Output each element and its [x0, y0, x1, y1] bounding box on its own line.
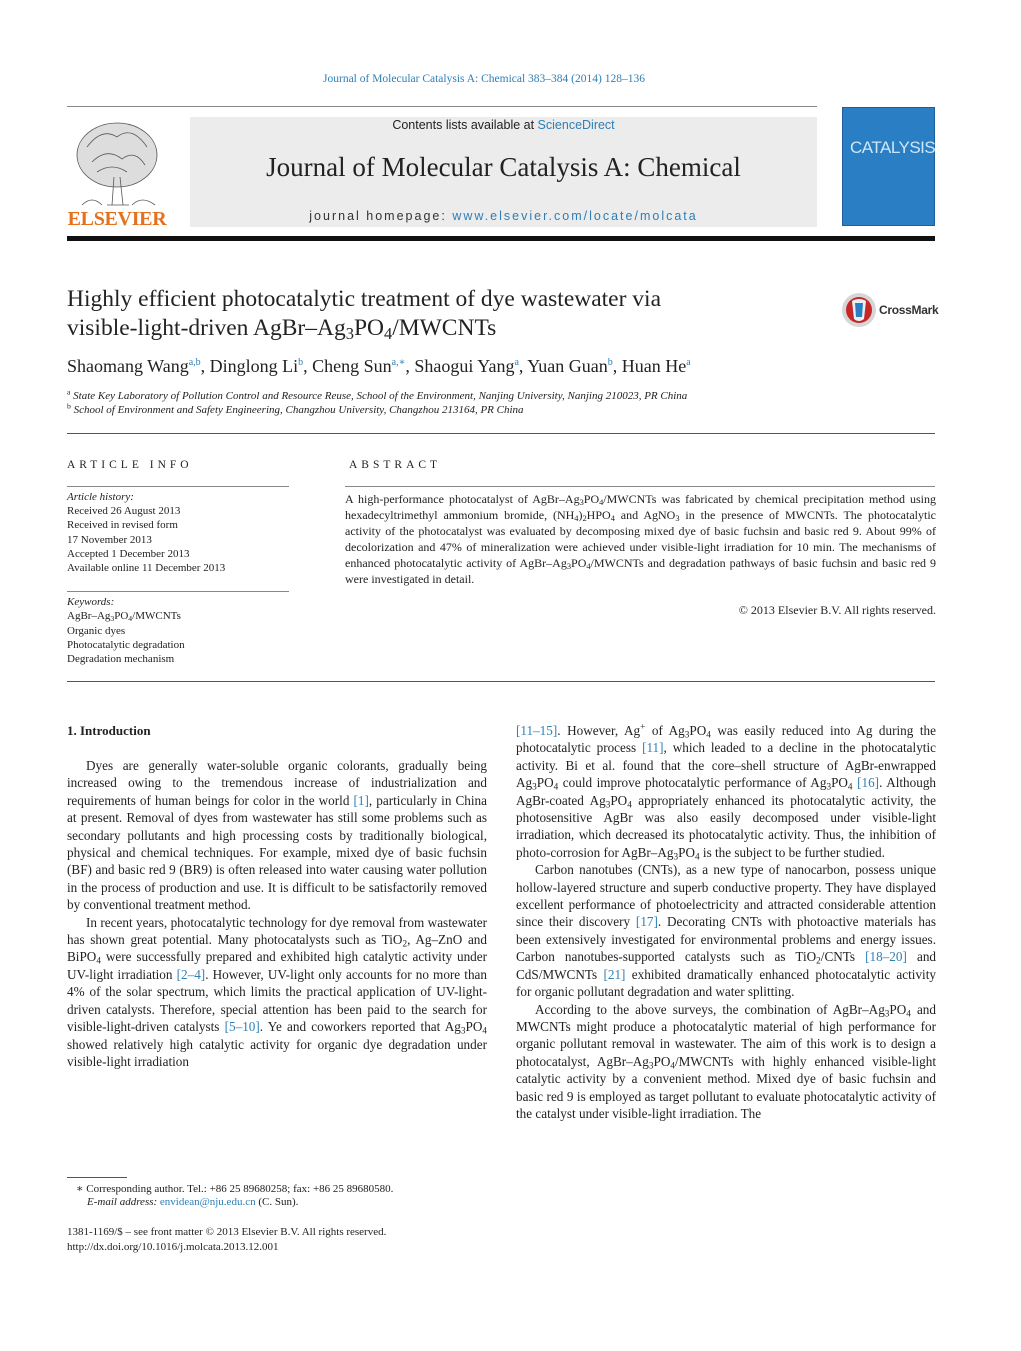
paragraph: Dyes are generally water-soluble organic colorants, gradually being increased owing to the tremendous increase of industrialization and requirements of human beings for color in the world [1], particularly in China at present. Removal of dyes from wastewater has still some problems such as secondary pollutants and high processing costs by traditionally biological, physical and chemical techniques. For example, mixed dye of basic fuchsin (BF) and basic red 9 (BR9) is often released into water causing water pollution in the process of production and use. It is difficult to be satisfactorily removed by conventional treatment method. [67, 758, 487, 913]
citation[interactable]: [11–15] [516, 723, 558, 738]
author-affiliation-mark[interactable]: b [607, 357, 613, 368]
title-line-2b: PO [353, 315, 384, 341]
cover-title: CATALYSIS [850, 138, 936, 157]
issn-line: 1381-1169/$ – see front matter © 2013 Elsevier B.V. All rights reserved. [67, 1226, 387, 1238]
abstract-heading: ABSTRACT [349, 459, 442, 471]
contents-prefix: Contents lists available at [392, 118, 538, 132]
title-line-2c: /MWCNTs [392, 315, 497, 341]
title-line-1: Highly efficient photocatalytic treatment of dye wastewater via [67, 286, 662, 312]
author-list: Shaomang Wang$^{a,b}$, Dinglong Li$^b$, Cheng Sun$^{a,∗}$, Shaogui Yang$^a$, Yuan Guan$^b$, Huan He$^a$ [67, 356, 691, 376]
article-title: Highly efficient photocatalytic treatment of dye wastewater via visible-light-driven AgBr–$Ag_3PO_4$/MWCNTs [67, 286, 662, 344]
paragraph: According to the above surveys, the combination of AgBr–$Ag_3PO_4$ and MWCNTs might produce a photocatalytic material of high performance for organic pollutant removal in wastewater. The aim of this work is to design a photocatalyst, AgBr–$Ag_3PO_4$/MWCNTs with highly enhanced visible-light catalytic activity by a convenient method. Mixed dye of basic fuchsin and basic red 9 is employed as target pollutant to evaluate photocatalytic activity of the catalyst under visible-light irradiation. The [516, 1001, 937, 1121]
author-name[interactable]: Yuan Guan [527, 356, 608, 376]
affiliation-b: $^b$ School of Environment and Safety Engineering, Changzhou University, Changzhou 213164, PR China [67, 401, 524, 416]
affiliation-b-text: School of Environment and Safety Engineering, Changzhou University, Changzhou 213164, PR China [73, 404, 524, 416]
author-affiliation-mark[interactable]: a,b [188, 357, 201, 368]
article-info-heading: ARTICLE INFO [67, 459, 193, 471]
email-suffix: (C. Sun). [255, 1196, 299, 1208]
author-affiliation-mark[interactable]: a,∗ [391, 357, 406, 368]
paragraph: [11–15]. However, Ag+ of $Ag_3PO_4$ was easily reduced into Ag during the photocatalytic process [11], which leaded to a decline in the photocatalytic activity. Bi et al. found that the core–shell structure of AgBr-enwrapped $Ag_3PO_4$ could improve photocatalytic performance of $Ag_3PO_4$ [16]. Although AgBr-coated $Ag_3PO_4$ appropriately enhanced its photocatalytic activity, the photosensitive AgBr was also easily decomposed under visible-light irradiation, which decreased its photocatalytic activity. Thus, the inhibition of photo-corrosion for AgBr–$Ag_3PO_4$ is the subject to be further studied. [516, 721, 937, 862]
title-line-2a: visible-light-driven AgBr–Ag [67, 315, 346, 341]
citation[interactable]: [5–10] [224, 1019, 260, 1035]
author-name[interactable]: Shaomang Wang [67, 356, 189, 376]
journal-reference[interactable]: Journal of Molecular Catalysis A: Chemical 383–384 (2014) 128–136 [323, 73, 645, 85]
sciencedirect-link[interactable]: ScienceDirect [537, 118, 615, 132]
header-thick-rule [67, 236, 935, 241]
rule-keywords [67, 591, 289, 592]
rule-affiliations [67, 433, 935, 434]
rule-body [67, 681, 935, 682]
email-link[interactable]: envidean@nju.edu.cn [159, 1196, 256, 1208]
publisher-name: ELSEVIER [67, 208, 167, 230]
email-label: E-mail address: [87, 1196, 160, 1208]
doi-link[interactable]: http://dx.doi.org/10.1016/j.molcata.2013.12.001 [67, 1241, 279, 1253]
citation[interactable]: [16] [857, 775, 880, 791]
footnote-rule [67, 1177, 127, 1178]
journal-title: Journal of Molecular Catalysis A: Chemical [266, 152, 741, 182]
author-affiliation-mark[interactable]: a [686, 357, 691, 368]
body-column-right [516, 722, 936, 1122]
paragraph: Carbon nanotubes (CNTs), as a new type of nanocarbon, possess unique hollow-layered structure and superb conductive property. They have displayed excellent performance of photoelectricity and attracted considerable attention since their discovery [17]. Decorating CNTs with photoactive materials has been extensively investigated for environmental problems and energy issues. Carbon nanotubes-supported catalysts such as TiO$_2$/CNTs [18–20] and CdS/MWCNTs [21] exhibited dramatically enhanced photocatalytic activity for organic pollutant degradation and water splitting. [516, 862, 937, 1000]
author-affiliation-mark[interactable]: b [298, 357, 304, 368]
body-column-left [67, 757, 487, 1070]
journal-cover-thumbnail[interactable] [842, 107, 935, 226]
homepage-prefix: journal homepage: [309, 209, 453, 223]
keyword-organic-dyes: Organic dyes [67, 625, 126, 637]
history-revised: Received in revised form [67, 519, 178, 531]
author-name[interactable]: Cheng Sun [312, 356, 392, 376]
author-name[interactable]: Shaogui Yang [414, 356, 515, 376]
keywords-label: Keywords: [67, 596, 115, 608]
rule-article-info [67, 486, 289, 487]
homepage-link[interactable]: www.elsevier.com/locate/molcata [452, 209, 698, 223]
history-label: Article history: [67, 491, 134, 503]
citation[interactable]: [11] [642, 740, 664, 756]
history-online: Available online 11 December 2013 [67, 562, 226, 574]
history-accepted: Accepted 1 December 2013 [67, 548, 190, 560]
citation[interactable]: [1] [353, 792, 369, 808]
keyword-agbr: AgBr–$Ag_3PO_4$/MWCNTs [67, 610, 181, 623]
keyword-photocatalytic: Photocatalytic degradation [67, 639, 185, 651]
email-note [87, 1196, 298, 1208]
affiliation-a: $^a$ State Key Laboratory of Pollution Control and Resource Reuse, School of the Environment, Nanjing University, Nanjing 210023, PR China [67, 387, 688, 402]
introduction-heading: 1. Introduction [67, 723, 151, 738]
crossmark-label[interactable]: CrossMark [879, 303, 939, 317]
history-received: Received 26 August 2013 [67, 505, 181, 517]
citation[interactable]: [2–4] [176, 966, 206, 982]
keyword-mechanism: Degradation mechanism [67, 653, 175, 665]
abstract-text: A high-performance photocatalyst of AgBr–$Ag_3PO_4$/MWCNTs was fabricated by chemical precipitation method using hexadecyltrimethyl ammonium bromide, $(NH_4)_2HPO_4$ and AgNO$_3$ in the presence of MWCNTs. The photocatalytic activity of the photocatalyst was evaluated by decomposing mixed dye of basic fuchsin and basic red 9. About 99% of decolorization and 47% of mineralization were achieved under visible-light irradiation for 10 min. The mechanisms of enhanced photocatalytic activity of AgBr–$Ag_3PO_4$/MWCNTs and degradation pathways of basic fuchsin and basic red 9 were investigated in detail. [345, 492, 936, 586]
citation[interactable]: [17] [635, 914, 658, 930]
author-affiliation-mark[interactable]: a [514, 357, 519, 368]
paragraph: In recent years, photocatalytic technology for dye removal from wastewater has shown great potential. Many photocatalysts such as TiO$_2$, Ag–ZnO and BiPO$_4$ were successfully prepared and exhibited high catalytic activity under UV-light irradiation [2–4]. However, UV-light only accounts for no more than 4% of the solar spectrum, which limits the practical application of UV-light-driven catalysts. Therefore, special attention has been paid to the search for visible-light-driven catalysts [5–10]. Ye and coworkers reported that $Ag_3PO_4$ showed relatively high catalytic activity for organic dye degradation under visible-light irradiation [67, 914, 487, 1069]
top-rule [67, 106, 817, 107]
citation[interactable]: [21] [603, 966, 626, 982]
affiliation-a-text: State Key Laboratory of Pollution Control and Resource Reuse, School of the Environment, Nanjing University, Nanjing 210023, PR China [73, 390, 688, 402]
history-revised-date: 17 November 2013 [67, 534, 152, 546]
author-name[interactable]: Huan He [621, 356, 687, 376]
author-name[interactable]: Dinglong Li [209, 356, 299, 376]
corresponding-author-note: ∗ Corresponding author. Tel.: +86 25 89680258; fax: +86 25 89680580. [76, 1183, 394, 1195]
homepage-line [190, 209, 817, 223]
rule-abstract [345, 486, 935, 487]
contents-line [190, 118, 817, 132]
citation[interactable]: [18–20] [865, 949, 907, 965]
abstract-copyright: © 2013 Elsevier B.V. All rights reserved. [738, 603, 936, 617]
